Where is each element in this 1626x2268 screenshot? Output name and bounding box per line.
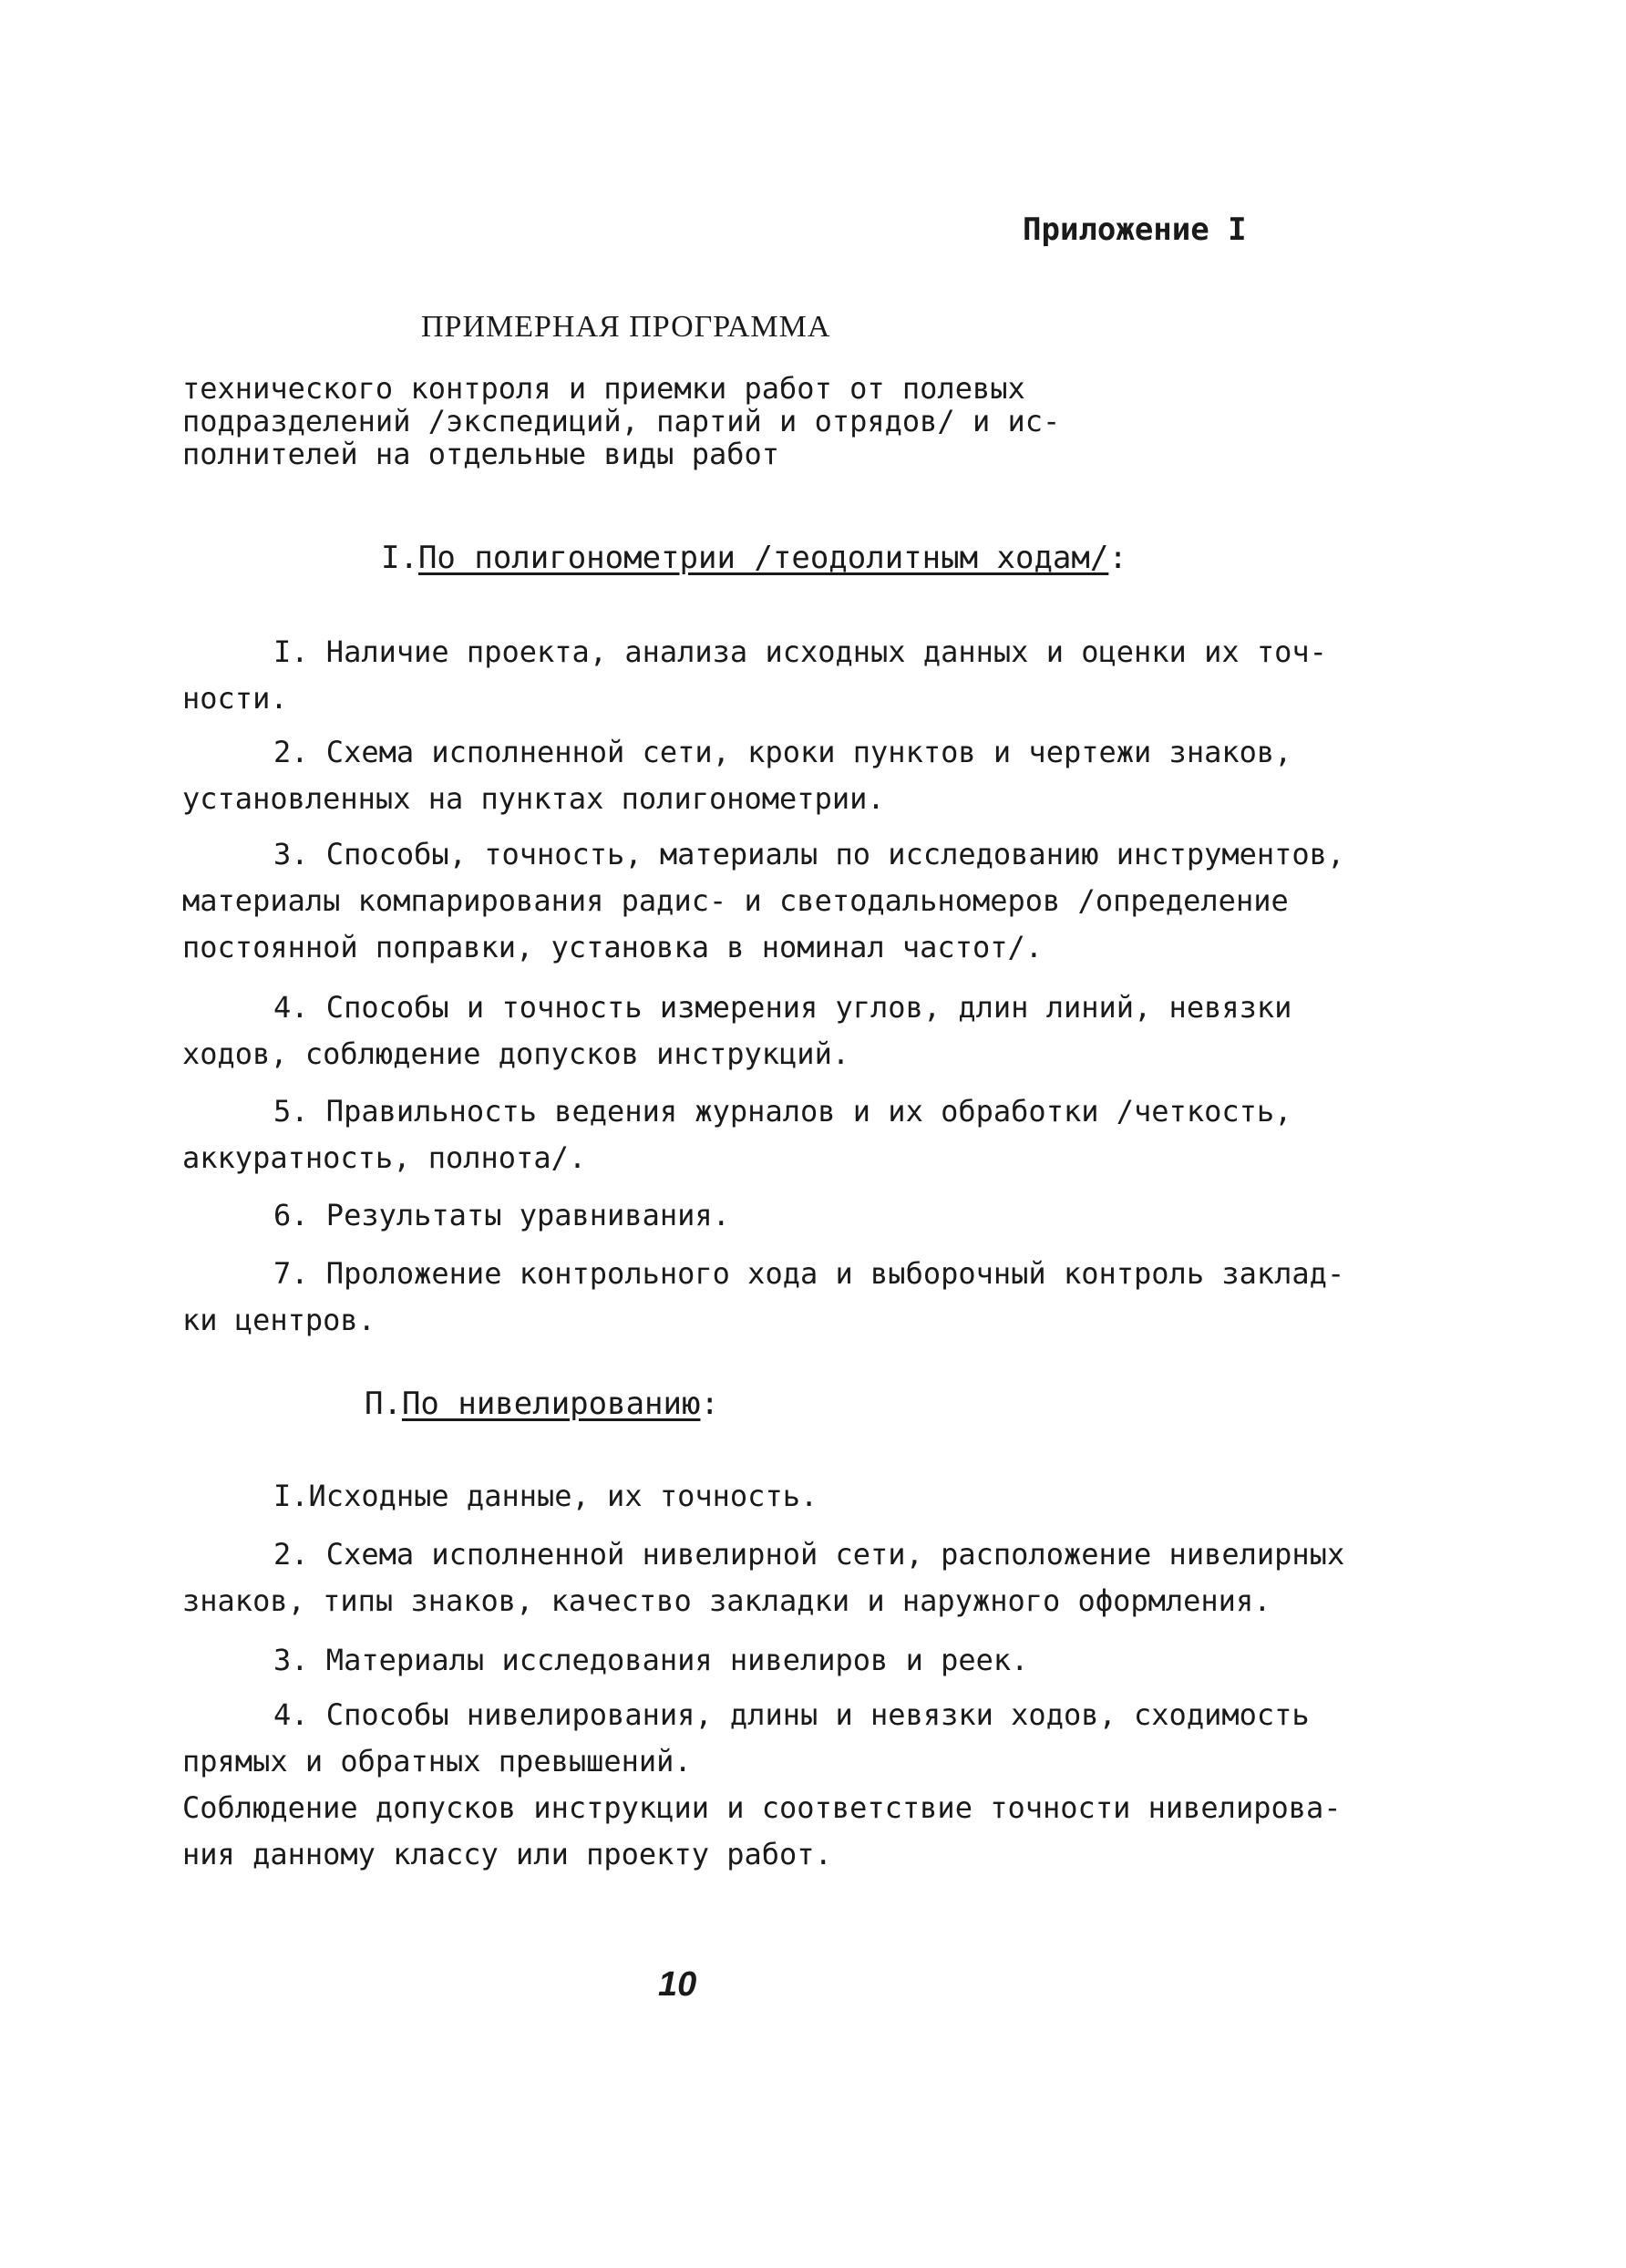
subtitle-line: полнителей на отдельные виды работ: [182, 437, 780, 471]
list-item: [182, 985, 1458, 1077]
section-number: П.: [365, 1386, 402, 1422]
list-item: [182, 1531, 1458, 1624]
item-line: 6. Результаты уравнивания.: [273, 1198, 730, 1232]
section-number: I.: [381, 540, 418, 576]
section-title: По нивелированию: [401, 1386, 701, 1422]
document-title: ПРИМЕРНАЯ ПРОГРАММА: [421, 310, 831, 344]
item-line: знаков, типы знаков, качество закладки и наружного оформления.: [182, 1583, 1271, 1618]
subtitle-line: технического контроля и приемки работ от полевых: [182, 371, 1025, 406]
item-line: аккуратность, полнота/.: [182, 1140, 587, 1175]
list-item: [182, 1637, 1458, 1684]
section-colon: :: [1108, 540, 1127, 576]
list-item: [182, 1088, 1458, 1181]
list-item: [182, 729, 1458, 822]
item-line: Соблюдение допусков инструкции и соответствие точности нивелирова-: [182, 1790, 1342, 1825]
page-number: 10: [658, 1965, 697, 2004]
item-line: 5. Правильность ведения журналов и их обработки /четкость,: [273, 1094, 1292, 1129]
item-line: I. Наличие проекта, анализа исходных данных и оценки их точ-: [273, 634, 1327, 669]
item-line: ности.: [182, 681, 288, 716]
item-line: 2. Схема исполненной сети, кроки пунктов и чертежи знаков,: [273, 735, 1292, 769]
list-item: [182, 1692, 1458, 1878]
item-line: прямых и обратных превышений.: [182, 1744, 692, 1778]
list-item: [182, 1251, 1458, 1344]
list-item: [182, 1192, 1458, 1239]
item-line: ния данному классу или проекту работ.: [182, 1837, 832, 1871]
list-item: [182, 629, 1458, 722]
item-line: ходов, соблюдение допусков инструкций.: [182, 1036, 850, 1071]
section-colon: :: [700, 1386, 719, 1422]
subtitle-line: подразделений /экспедиций, партий и отрядов/ и ис-: [182, 404, 1061, 438]
list-item: [182, 831, 1458, 971]
document-subtitle: [182, 372, 1060, 470]
item-line: установленных на пунктах полигонометрии.: [182, 781, 885, 816]
list-item: [182, 1473, 1458, 1520]
item-line: материалы компарирования радис- и светодальномеров /определение: [182, 883, 1289, 918]
appendix-label: Приложение I: [1023, 211, 1247, 248]
item-line: 3. Материалы исследования нивелиров и реек.: [273, 1643, 1029, 1677]
section-heading-2: [365, 1386, 719, 1422]
item-line: 3. Способы, точность, материалы по исследованию инструментов,: [273, 837, 1345, 871]
section-title: По полигонометрии /теодолитным ходам/: [417, 540, 1109, 576]
item-line: 7. Проложение контрольного хода и выборочный контроль заклад-: [273, 1256, 1345, 1291]
item-line: I.Исходные данные, их точность.: [273, 1479, 818, 1513]
item-line: ки центров.: [182, 1303, 376, 1337]
item-line: 4. Способы и точность измерения углов, длин линий, невязки: [273, 990, 1292, 1025]
section-heading-1: [381, 540, 1127, 576]
item-line: постоянной поправки, установка в номинал частот/.: [182, 930, 1044, 964]
item-line: 4. Способы нивелирования, длины и невязки ходов, сходимость: [273, 1697, 1310, 1732]
item-line: 2. Схема исполненной нивелирной сети, расположение нивелирных: [273, 1537, 1345, 1572]
